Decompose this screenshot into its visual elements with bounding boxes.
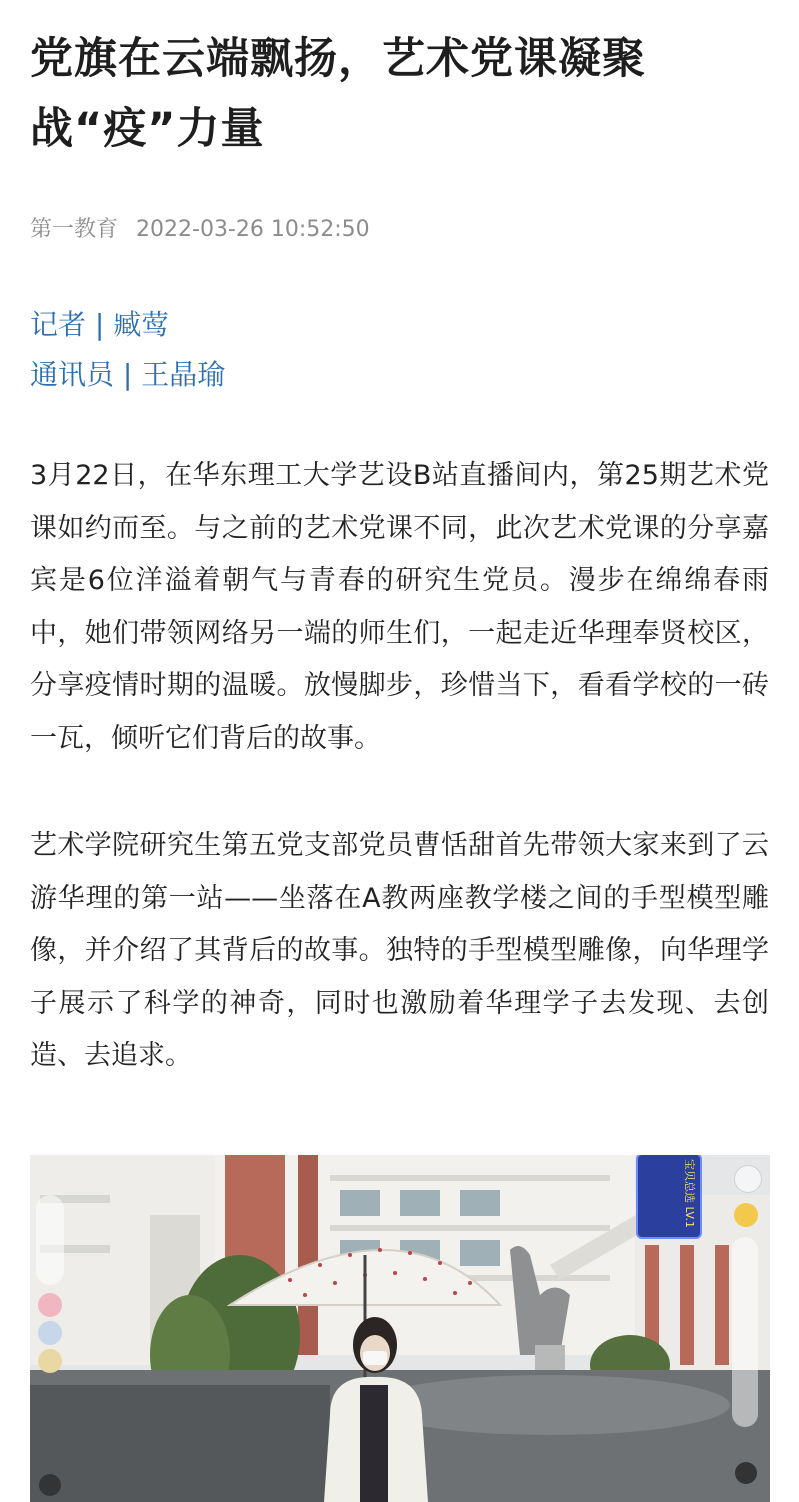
correspondent-credit: 通讯员 | 王晶瑜 <box>30 358 226 391</box>
article-source[interactable]: 第一教育 <box>30 217 119 242</box>
article-title: 党旗在云端飘扬，艺术党课凝聚战“疫”力量 <box>30 34 646 154</box>
article-credits <box>30 300 769 400</box>
article-datetime: 2022-03-26 10:52:50 <box>136 217 370 242</box>
gift-icon[interactable] <box>734 1165 762 1193</box>
article-paragraph: 艺术学院研究生第五党支部党员曹恬甜首先带领大家来到了云游华理的第一站——坐落在A教两座教学楼之间的手型模型雕像，并介绍了其背后的故事。独特的手型模型雕像，向华理学子展示了科学的神奇，同时也激励着华理学子去发现、去创造、去追求。 <box>30 830 769 1071</box>
article-paragraph: 3月22日，在华东理工大学艺设B站直播间内，第25期艺术党课如约而至。与之前的艺术党课不同，此次艺术党课的分享嘉宾是6位洋溢着朝气与青春的研究生党员。漫步在绵绵春雨中，她们带领网络另一端的师生们，一起走近华理奉贤校区，分享疫情时期的温暖。放慢脚步，珍惜当下，看看学校的一砖一瓦，倾听它们背后的故事。 <box>30 460 769 754</box>
article-photo[interactable] <box>30 1155 770 1502</box>
reporter-credit: 记者 | 臧莺 <box>30 308 170 341</box>
article-meta <box>30 216 769 244</box>
live-room-badge[interactable]: 宝贝总选 LV.1 <box>636 1155 702 1239</box>
